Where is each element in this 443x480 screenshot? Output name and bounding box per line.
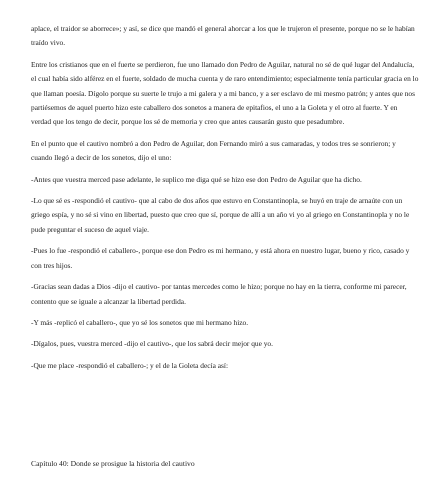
paragraph: -Pues lo fue -respondió el caballero-, porque ese don Pedro es mi hermano, y está ahora en nuestro lugar, bueno y rico, casado y con tres hijos.: [31, 246, 410, 270]
paragraph: aplace, el traidor se aborrece»; y así, se dice que mandó el general ahorcar a los que le trujeron el presente, porque no se le habían traído vivo.: [31, 24, 415, 48]
paragraph: Entre los cristianos que en el fuerte se perdieron, fue uno llamado don Pedro de Aguilar, natural no sé de qué lugar del Andalucía, el cual había sido alférez en el fuerte, soldado de mucha cuenta y de raro entendimiento; especialmente tenía particular gracia en lo que llaman poesía. Dígolo porque su suerte le trujo a mi galera y a mi banco, y a ser esclavo de mi mesmo patrón; y antes que nos partiésemos de aquel puerto hizo este caballero dos sonetos a manera de epitafios, el uno a la Goleta y el otro al fuerte. Y en verdad que los tengo de decir, porque los sé de memoria y creo que antes causarán gusto que pesadumbre.: [31, 59, 419, 127]
paragraph: En el punto que el cautivo nombró a don Pedro de Aguilar, don Fernando miró a sus camaradas, y todos tres se sonrieron; y cuando llegó a decir de los sonetos, dijo el uno:: [31, 138, 396, 163]
paragraph: -Lo que sé es -respondió el cautivo- que al cabo de dos años que estuvo en Constantinopla, se huyó en traje de arnaúte con un griego espía, y no sé si vino en libertad, puesto que creo que sí, porque de allí a un año vi yo al griego en Constantinopla y no le pude preguntar el suceso de aquel viaje.: [31, 196, 410, 234]
paragraph: -Dígalos, pues, vuestra merced -dijo el cautivo-, que los sabrá decir mejor que yo.: [31, 339, 273, 349]
paragraph: -Que me place -respondió el caballero-; y el de la Goleta decía así:: [31, 360, 228, 370]
chapter-heading: Capítulo 40: Donde se prosigue la historia del cautivo: [31, 459, 195, 468]
paragraph: -Gracias sean dadas a Dios -dijo el cautivo- por tantas mercedes como le hizo; porque no hay en la tierra, conforme mi parecer, contento que se iguale a alcanzar la libertad perdida.: [31, 282, 407, 306]
paragraph: -Y más -replicó el caballero-, que yo sé los sonetos que mi hermano hizo.: [31, 317, 249, 327]
paragraph: -Antes que vuestra merced pase adelante, le suplico me diga qué se hizo ese don Pedro de Aguilar que ha dicho.: [31, 174, 362, 184]
